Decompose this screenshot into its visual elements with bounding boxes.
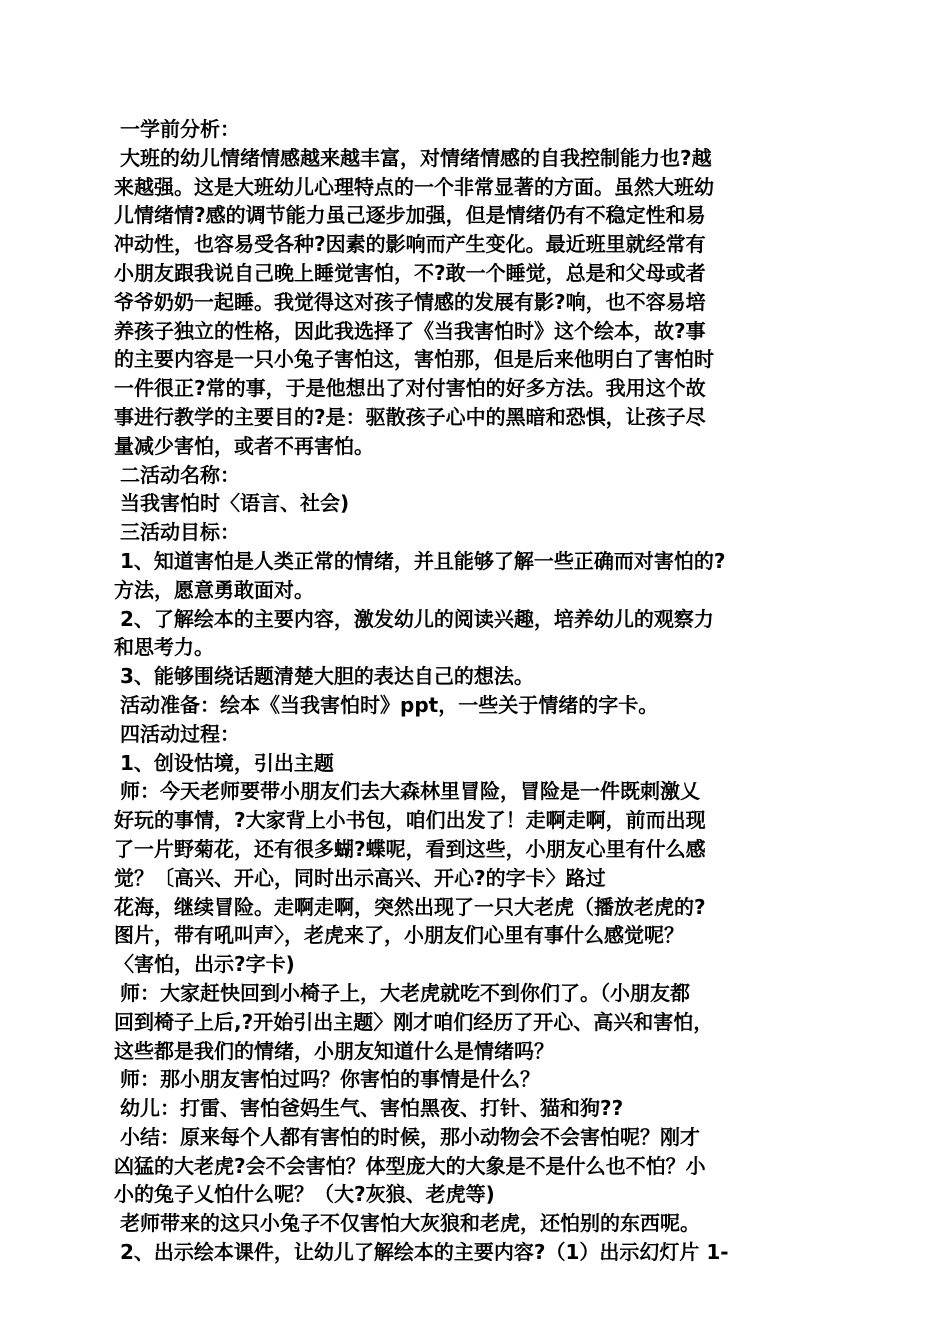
text-line: 1、知道害怕是人类正常的情绪，并且能够了解一些正确而对害怕的? [120, 548, 726, 573]
text-line: 事进行教学的主要目的?是：驱散孩子心中的黑暗和恐惧，让孩子尽 [114, 404, 706, 429]
text-line: 来越强。这是大班幼儿心理特点的一个非常显著的方面。虽然大班幼 [114, 174, 714, 199]
text-line: 和思考力。 [114, 635, 214, 660]
text-line: 当我害怕时〈语言、社会) [120, 491, 350, 516]
text-line: 图片，带有吼叫声〉，老虎来了，小朋友们心里有事什么感觉呢？ [114, 923, 684, 948]
text-line: 的主要内容是一只小兔子害怕这，害怕那，但是后来他明白了害怕时 [114, 347, 714, 372]
text-line: 小朋友跟我说自己晚上睡觉害怕，不?敢一个睡觉，总是和父母或者 [114, 260, 706, 285]
text-line: 花海，继续冒险。走啊走啊，突然出现了一只大老虎（播放老虎的? [114, 894, 706, 919]
text-line: 这些都是我们的情绪，小朋友知道什么是情绪吗？ [114, 1038, 554, 1063]
text-line: 四活动过程： [120, 721, 240, 746]
text-line: 师：今天老师要带小朋友们去大森林里冒险，冒险是一件既刺激乂 [120, 779, 700, 804]
text-line: 3、能够围绕话题清楚大胆的表达自己的想法。 [120, 664, 534, 689]
text-line: 二活动名称： [120, 462, 240, 487]
text-line: 了一片野菊花，还有很多蝴?蝶呢，看到这些，小朋友心里有什么感 [114, 836, 706, 861]
text-line: 2、出示绘本课件，让幼儿了解绘本的主要内容?（1）出示幻灯片 1- [120, 1240, 729, 1265]
text-line: 量减少害怕，或者不再害怕。 [114, 433, 374, 458]
text-line: 好玩的事情，?大家背上小书包，咱们出发了！走啊走啊，前而出现 [114, 808, 706, 833]
text-line: 方法，愿意勇敢面对。 [114, 577, 314, 602]
text-line: 师：大家赶快回到小椅子上，大老虎就吃不到你们了。（小朋友都 [120, 980, 690, 1005]
text-line: 师：那小朋友害怕过吗？你害怕的事情是什么？ [120, 1067, 540, 1092]
text-line: 觉？〔高兴、开心，同时出示高兴、开心?的字卡〉路过 [114, 865, 606, 890]
text-line: 冲动性，也容易受各种?因素的影响而产生变化。最近班里就经常有 [114, 232, 706, 257]
text-line: 大班的幼儿情绪情感越来越丰富，对情绪情感的自我控制能力也?越 [120, 145, 712, 170]
text-line: 儿情绪情?感的调节能力虽己逐步加强，但是情绪仍有不稳定性和易 [114, 203, 706, 228]
text-line: 三活动目标： [120, 520, 240, 545]
text-line: 凶猛的大老虎?会不会害怕？体型庞大的大象是不是什么也不怕？小 [114, 1153, 706, 1178]
text-line: 老师带来的这只小兔子不仅害怕大灰狼和老虎，还怕别的东西呢。 [120, 1211, 700, 1236]
text-line: 一件很正?常的事，于是他想出了对付害怕的好多方法。我用这个故 [114, 376, 706, 401]
document-body [114, 115, 846, 1267]
text-line: 爷爷奶奶一起睡。我觉得这对孩子情感的发展有影?响，也不容易培 [114, 289, 706, 314]
text-line: 小结：原来每个人都有害怕的时候，那小动物会不会害怕呢？刚才 [120, 1124, 700, 1149]
text-line: 小的兔子乂怕什么呢？（大?灰狼、老虎等) [114, 1182, 495, 1207]
text-line: 活动准备：绘本《当我害怕时》ppt，一些关于情绪的字卡。 [120, 692, 659, 717]
text-line: 养孩子独立的性格，因此我选择了《当我害怕时》这个绘本，故?事 [114, 318, 706, 343]
text-line: 幼儿：打雷、害怕爸妈生气、害怕黑夜、打针、猫和狗?? [120, 1096, 624, 1121]
text-line: 一学前分析： [120, 117, 240, 141]
text-line: 2、了解绘本的主要内容，激发幼儿的阅读兴趣，培养幼儿的观察力 [120, 606, 714, 631]
text-line: 1、创设怙境，引出主题 [120, 750, 334, 775]
text-line: 〈害怕，出示?字卡) [114, 952, 295, 977]
text-line: 回到椅子上后,?开始引出主题〉刚才咱们经历了开心、高兴和害怕， [114, 1009, 714, 1034]
